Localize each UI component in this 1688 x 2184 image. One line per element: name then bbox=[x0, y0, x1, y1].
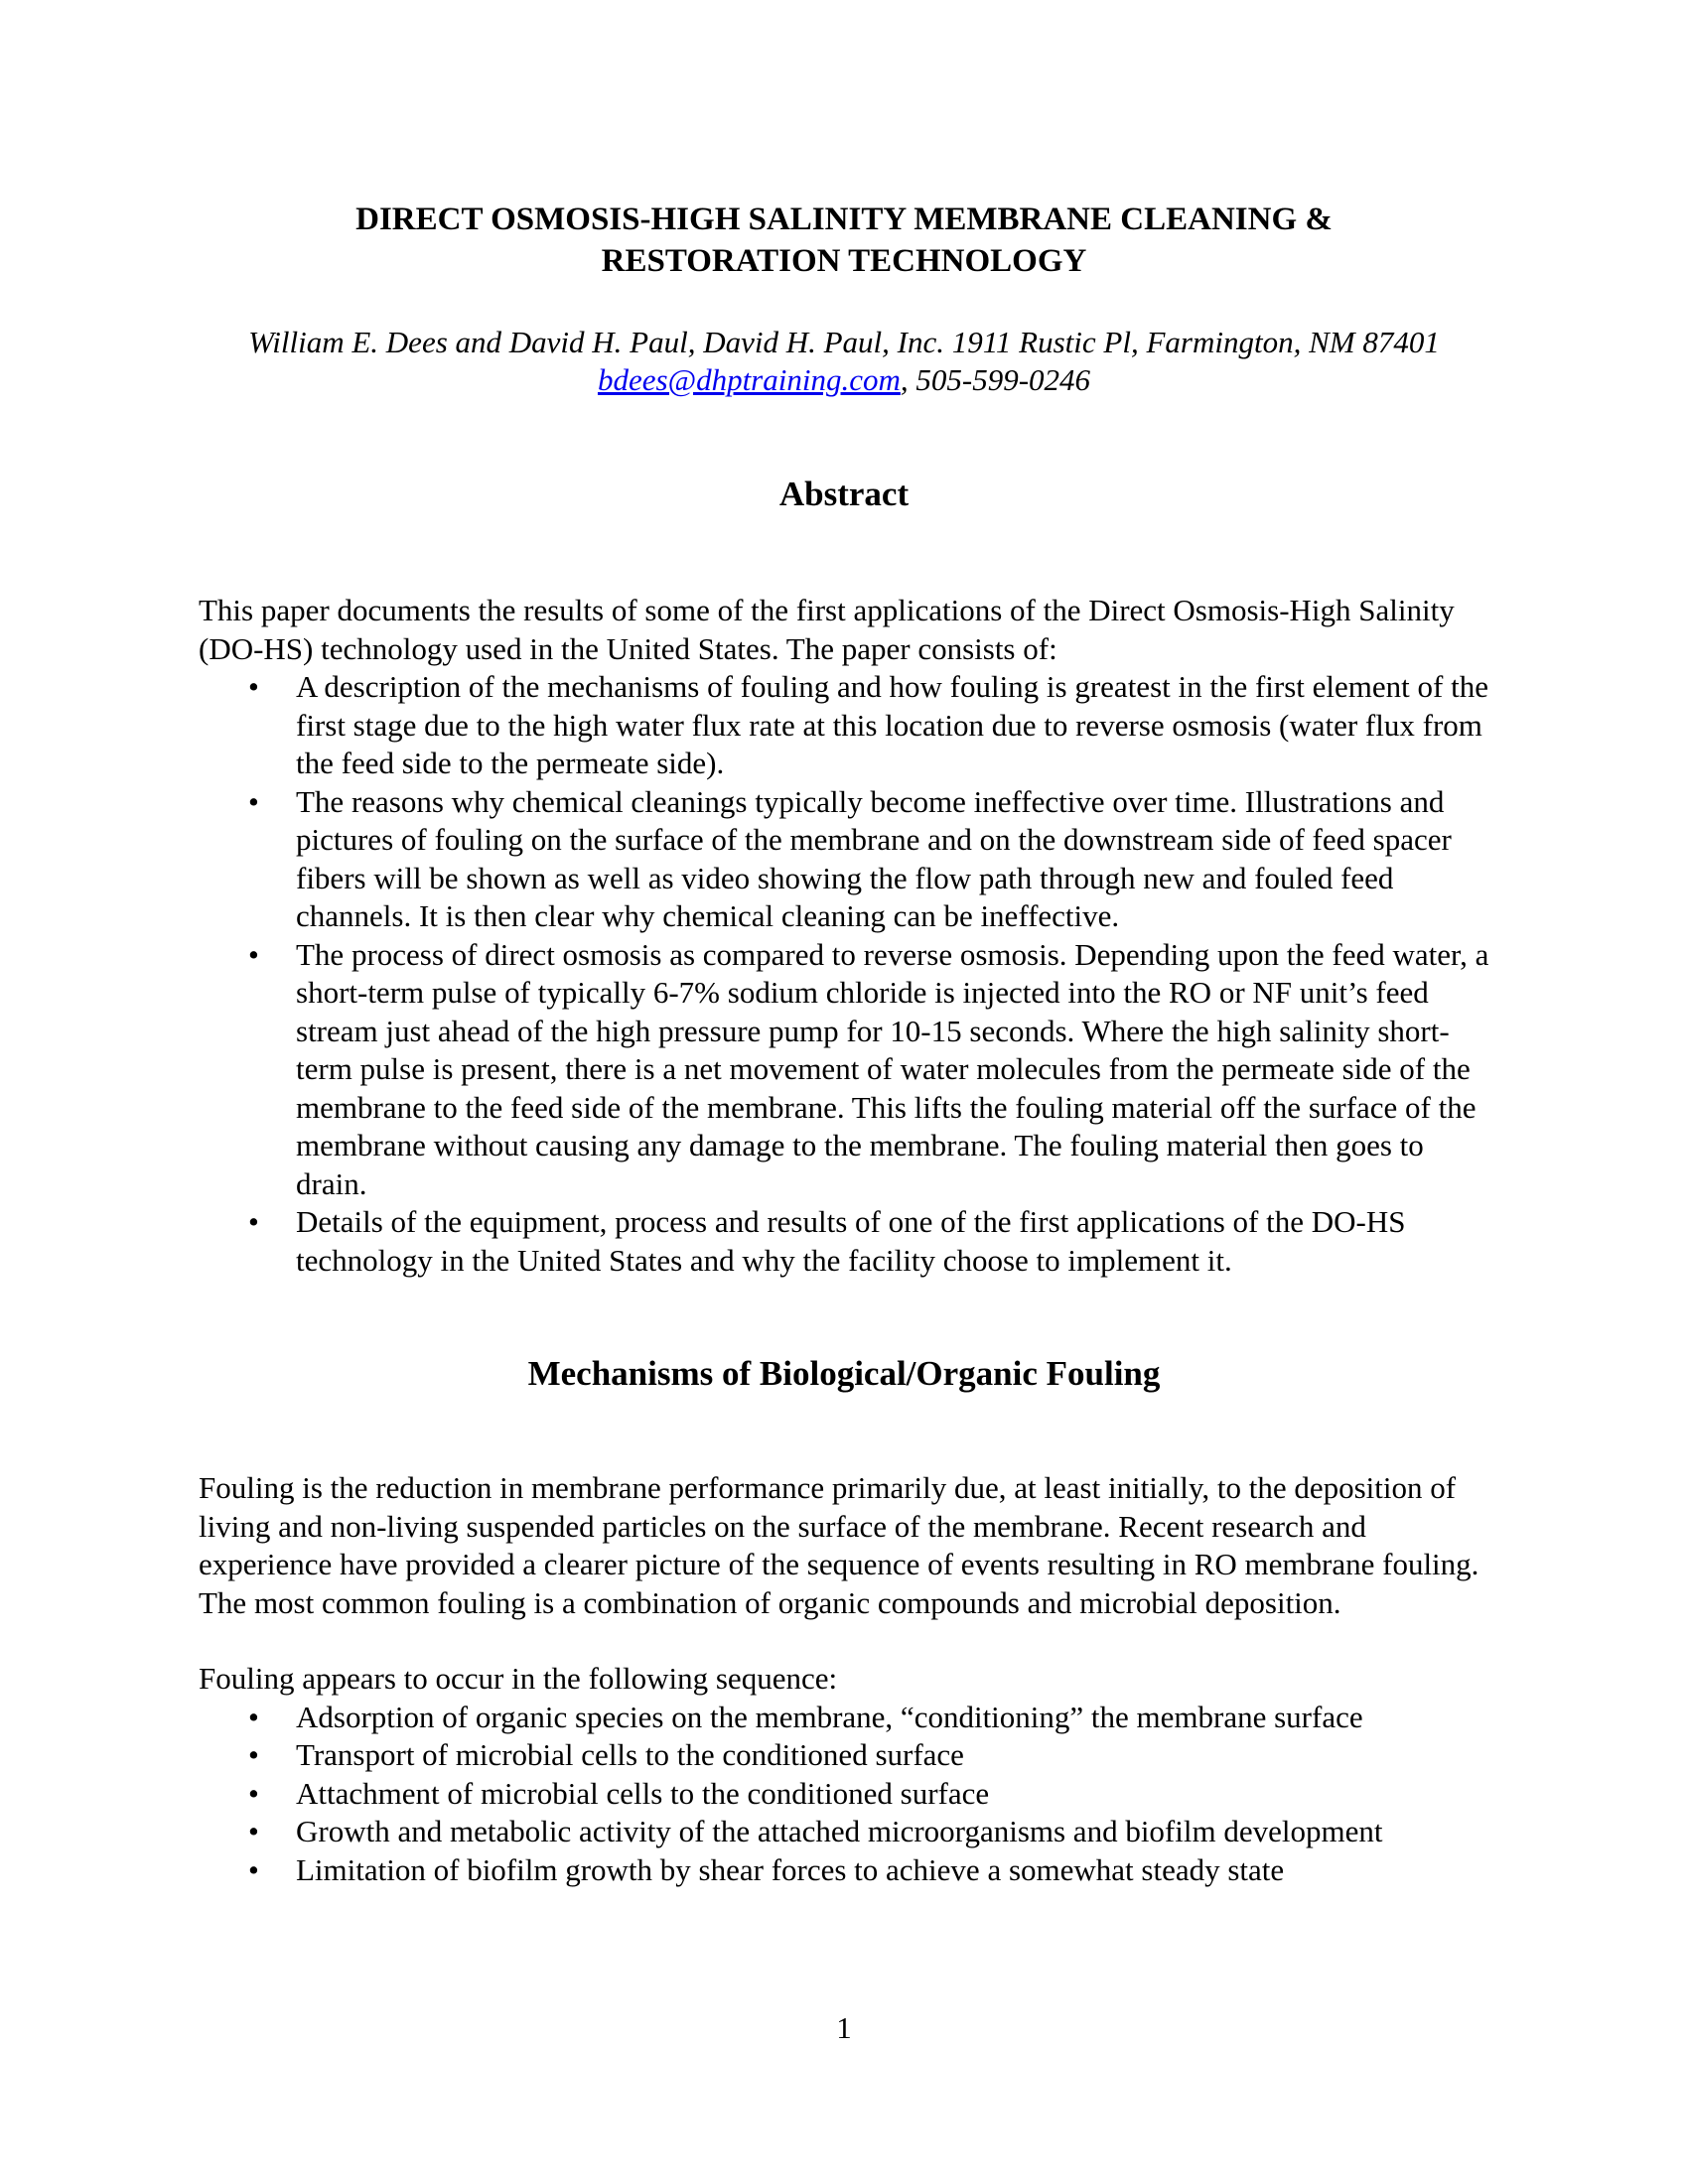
abstract-heading: Abstract bbox=[778, 475, 910, 513]
paper-title-line-1: DIRECT OSMOSIS-HIGH SALINITY MEMBRANE CLEANING & bbox=[355, 202, 1333, 237]
abstract-body bbox=[199, 592, 1489, 1280]
page-number: 1 bbox=[836, 2010, 852, 2045]
list-item: • Growth and metabolic activity of the attached microorganisms and biofilm development bbox=[199, 1813, 1489, 1851]
bullet-icon: • bbox=[248, 1851, 259, 1887]
author-contact bbox=[0, 361, 1688, 399]
bullet-icon: • bbox=[248, 936, 259, 972]
author-affiliation: William E. Dees and David H. Paul, David H. Paul, Inc. 1911 Rustic Pl, Farmington, NM 87401 bbox=[248, 325, 1440, 359]
phone-number: , 505-599-0246 bbox=[900, 362, 1091, 397]
bullet-icon: • bbox=[248, 1204, 259, 1239]
mechanisms-body bbox=[199, 1469, 1489, 1889]
bullet-icon: • bbox=[248, 783, 259, 819]
mechanisms-paragraph: Fouling is the reduction in membrane performance primarily due, at least initially, to the deposition of living and non-living suspended particles on the surface of the membrane. Recent research and experience have provided a clearer picture of the sequence of events resulting in RO membrane fouling. The most common fouling is a combination of organic compounds and microbial deposition. bbox=[199, 1470, 1479, 1620]
abstract-bullet-list bbox=[199, 668, 1489, 1280]
email-link[interactable]: bdees@dhptraining.com bbox=[597, 362, 901, 397]
list-item: • The process of direct osmosis as compared to reverse osmosis. Depending upon the feed water, a short-term pulse of typically 6-7% sodium chloride is injected into the RO or NF unit’s feed stream just ahead of the high pressure pump for 10-15 seconds. Where the high salinity short-term pulse is present, there is a net movement of water molecules from the permeate side of the membrane to the feed side of the membrane. This lifts the fouling material off the surface of the membrane without causing any damage to the membrane. The fouling material then goes to drain. bbox=[248, 936, 1489, 1201]
bullet-icon: • bbox=[248, 1699, 259, 1734]
list-item: • Details of the equipment, process and results of one of the first applications of the DO-HS technology in the United States and why the facility choose to implement it. bbox=[248, 1204, 1406, 1278]
list-item: • Transport of microbial cells to the conditioned surface bbox=[199, 1736, 1489, 1775]
list-item: • Limitation of biofilm growth by shear forces to achieve a somewhat steady state bbox=[199, 1851, 1489, 1890]
bullet-icon: • bbox=[248, 1814, 259, 1848]
mechanisms-heading: Mechanisms of Biological/Organic Fouling bbox=[527, 1354, 1161, 1393]
sequence-intro: Fouling appears to occur in the following sequence: bbox=[199, 1661, 838, 1696]
paper-title bbox=[0, 199, 1688, 282]
list-item: • Adsorption of organic species on the membrane, “conditioning” the membrane surface bbox=[199, 1699, 1489, 1737]
bullet-icon: • bbox=[248, 1737, 259, 1772]
list-item: • A description of the mechanisms of fouling and how fouling is greatest in the first element of the first stage due to the high water flux rate at this location due to reverse osmosis (water flux from the feed side to the permeate side). bbox=[248, 669, 1488, 780]
list-item: • The reasons why chemical cleanings typically become ineffective over time. Illustrations and pictures of fouling on the surface of the membrane and on the downstream side of feed spacer fibers will be shown as well as video showing the flow path through new and fouled feed channels. It is then clear why chemical cleaning can be ineffective. bbox=[248, 783, 1452, 933]
list-item: • Attachment of microbial cells to the conditioned surface bbox=[199, 1775, 1489, 1814]
sequence-list bbox=[199, 1699, 1489, 1890]
abstract-intro: This paper documents the results of some of the first applications of the Direct Osmosis-High Salinity (DO-HS) technology used in the United States. The paper consists of: bbox=[199, 593, 1455, 666]
paper-title-line-2: RESTORATION TECHNOLOGY bbox=[601, 243, 1087, 279]
bullet-icon: • bbox=[248, 669, 259, 704]
bullet-icon: • bbox=[248, 1775, 259, 1811]
author-block bbox=[0, 324, 1688, 399]
